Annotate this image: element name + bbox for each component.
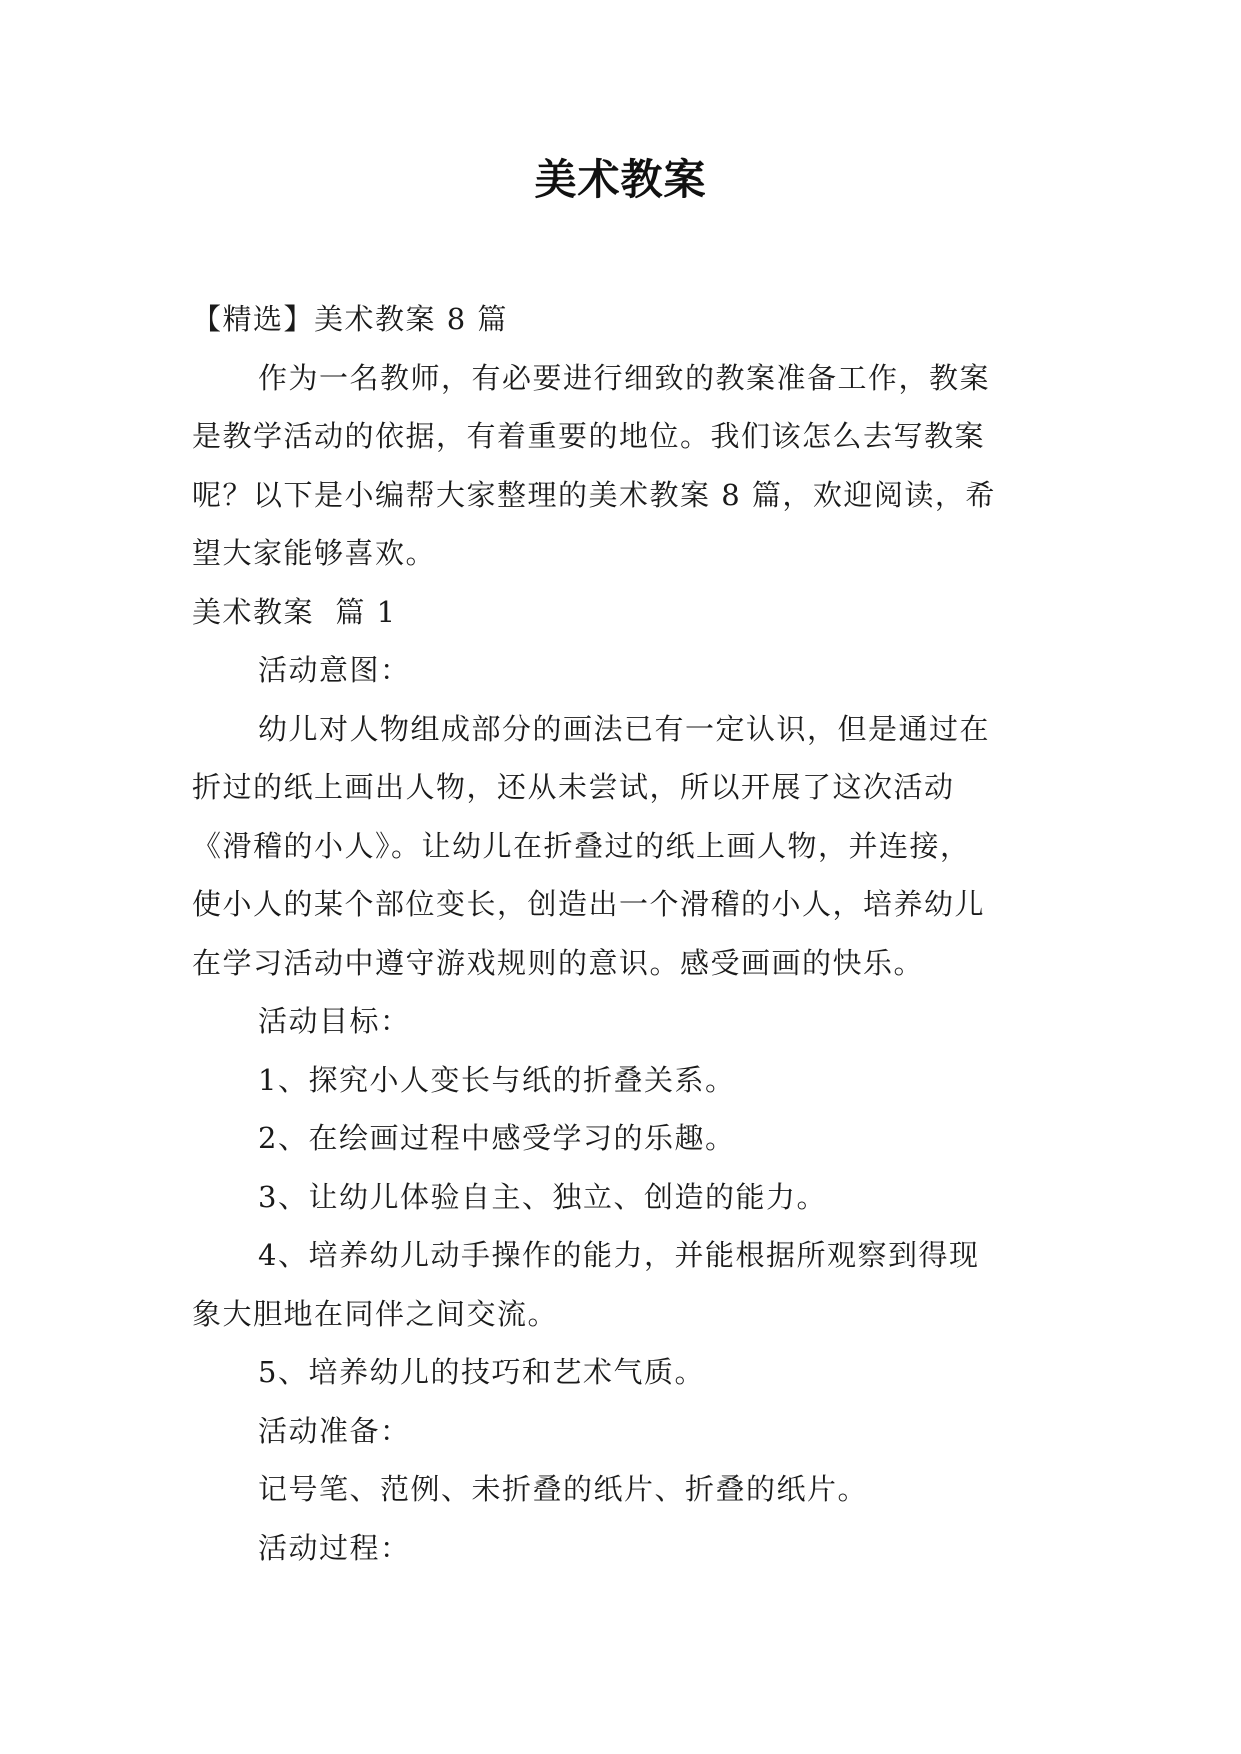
goal-2: 2、在绘画过程中感受学习的乐趣。 [258, 1121, 736, 1155]
intent-line-5: 在学习活动中遵守游戏规则的意识。感受画画的快乐。 [192, 945, 925, 980]
document-title: 美术教案 [534, 155, 707, 204]
intent-line-3: 《滑稽的小人》。让幼儿在折叠过的纸上画人物，并连接， [192, 828, 971, 863]
goals-label: 活动目标： [258, 1004, 411, 1038]
process-label: 活动过程： [258, 1530, 411, 1565]
intent-line-4: 使小人的某个部位变长，创造出一个滑稽的小人，培养幼儿 [192, 887, 986, 921]
document-body [192, 290, 1054, 1577]
goal-5: 5、培养幼儿的技巧和艺术气质。 [258, 1355, 705, 1389]
intent-line-1: 幼儿对人物组成部分的画法已有一定认识，但是通过在 [258, 711, 991, 746]
subtitle-line: 【精选】美术教案 8 篇 [192, 302, 508, 336]
goal-1: 1、探究小人变长与纸的折叠关系。 [258, 1062, 736, 1097]
prep-label: 活动准备： [258, 1413, 411, 1448]
intro-line-4: 望大家能够喜欢。 [192, 536, 437, 570]
intro-line-3: 呢？以下是小编帮大家整理的美术教案 8 篇，欢迎阅读，希 [192, 477, 996, 512]
section-heading: 美术教案 篇 1 [192, 594, 397, 629]
intro-line-1: 作为一名教师，有必要进行细致的教案准备工作，教案 [258, 360, 991, 395]
intent-line-2: 折过的纸上画出人物，还从未尝试，所以开展了这次活动 [192, 770, 955, 804]
prep-text: 记号笔、范例、未折叠的纸片、折叠的纸片。 [258, 1472, 869, 1506]
goal-4-line-2: 象大胆地在同伴之间交流。 [192, 1296, 559, 1331]
intent-label: 活动意图： [258, 653, 411, 687]
intro-line-2: 是教学活动的依据，有着重要的地位。我们该怎么去写教案 [192, 419, 986, 453]
goal-3: 3、让幼儿体验自主、独立、创造的能力。 [258, 1179, 827, 1214]
goal-4-line-1: 4、培养幼儿动手操作的能力，并能根据所观察到得现 [258, 1238, 980, 1272]
